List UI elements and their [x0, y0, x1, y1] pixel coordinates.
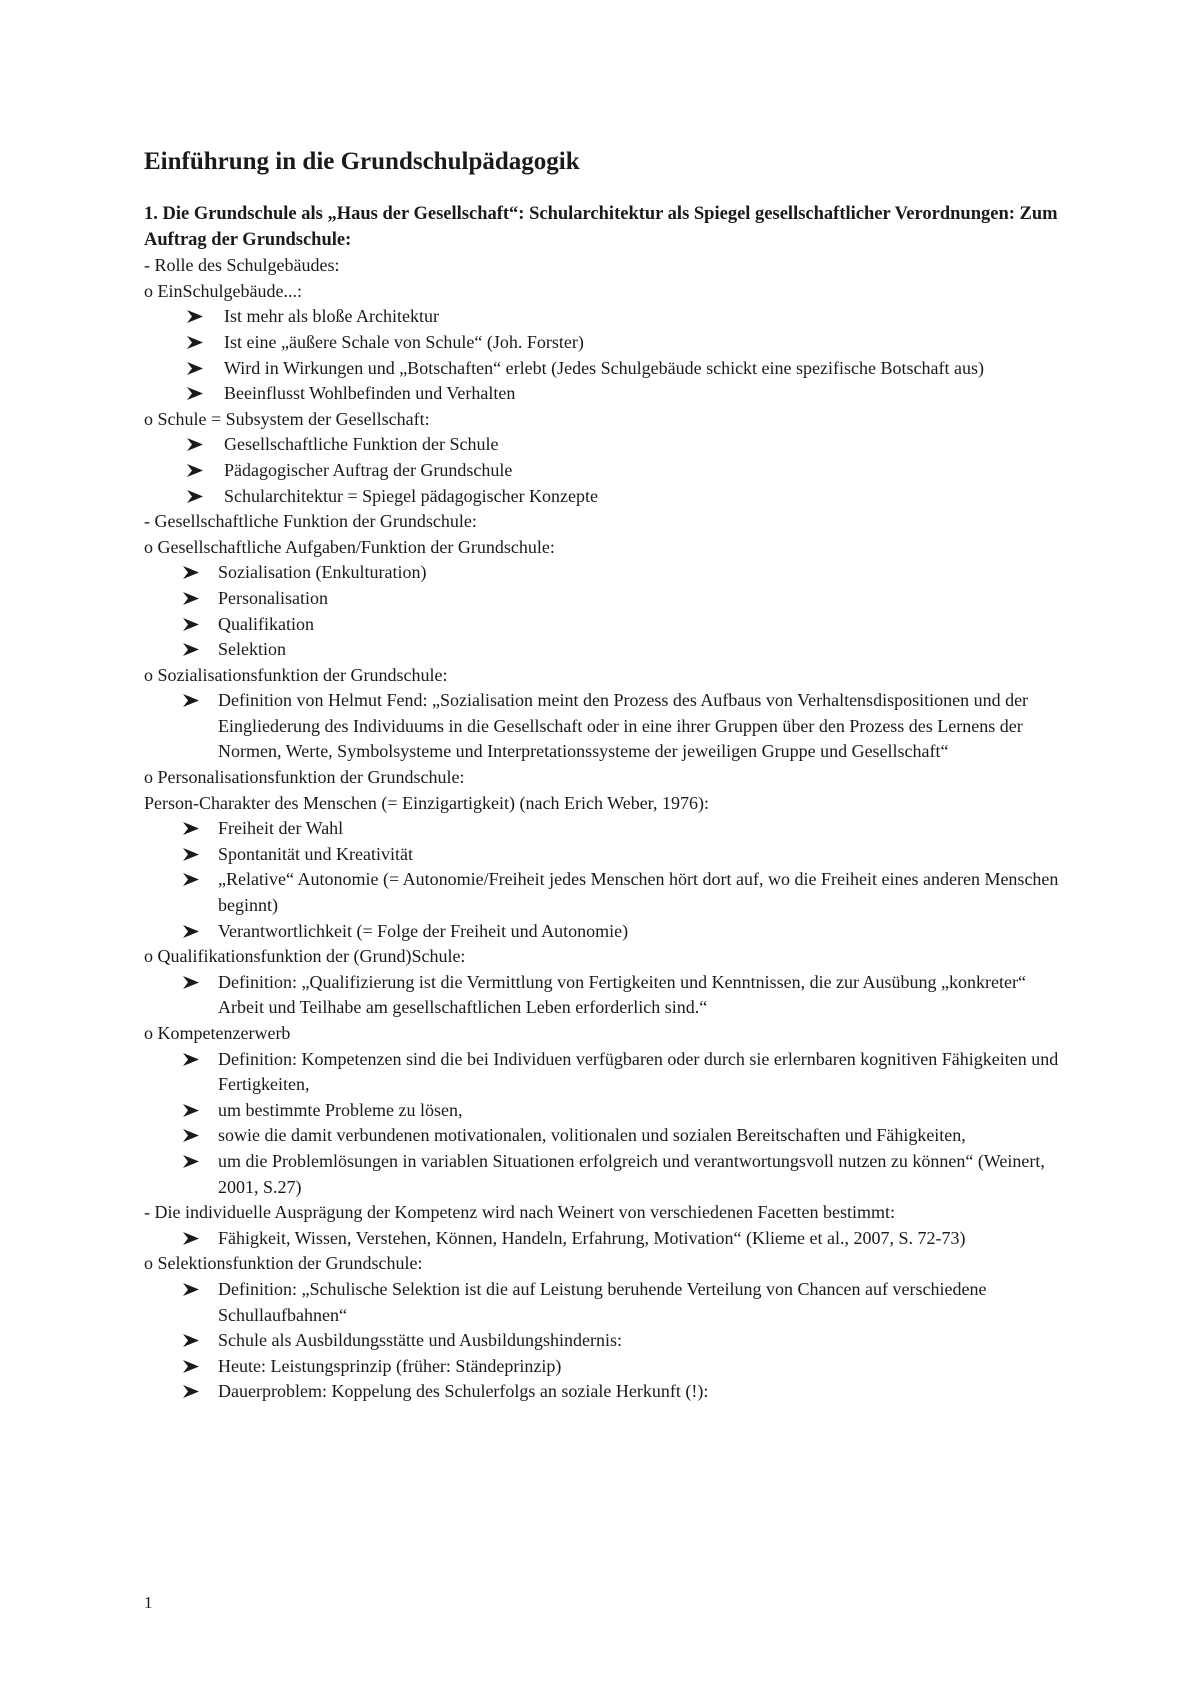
arrow-bullet-icon — [182, 1277, 204, 1303]
list-item-text: Beeinflusst Wohlbefinden und Verhalten — [224, 383, 516, 404]
list-item — [144, 1098, 1064, 1124]
list-item-text: Ist eine „äußere Schale von Schule“ (Joh. Forster) — [224, 331, 584, 352]
arrow-bullet-icon — [182, 1098, 204, 1124]
list-item-text: Freiheit der Wahl — [218, 818, 344, 839]
list-item — [144, 1328, 1064, 1354]
list-item — [144, 432, 1064, 458]
arrow-bullet-icon — [182, 1354, 204, 1380]
text-line: o Selektionsfunktion der Grundschule: — [144, 1253, 423, 1274]
arrow-bullet-icon — [186, 458, 208, 484]
list-item — [144, 1277, 1064, 1328]
bullet-list — [144, 970, 1064, 1021]
text-line: o Schule = Subsystem der Gesellschaft: — [144, 408, 430, 429]
arrow-bullet-icon — [182, 842, 204, 868]
list-item — [144, 381, 1064, 407]
list-item-text: „Relative“ Autonomie (= Autonomie/Freiheit jedes Menschen hört dort auf, wo die Freiheit eines anderen Menschen beginnt) — [218, 869, 1059, 916]
arrow-bullet-icon — [182, 1047, 204, 1073]
list-item-text: Schularchitektur = Spiegel pädagogischer Konzepte — [224, 485, 599, 506]
text-line: o Kompetenzerwerb — [144, 1023, 291, 1043]
list-item-text: um die Problemlösungen in variablen Situationen erfolgreich und verantwortungsvoll nutzen zu können“ (Weinert, 2001, S.27) — [218, 1150, 1045, 1197]
list-item — [144, 1226, 1064, 1252]
document-blocks — [144, 253, 1064, 1405]
list-item-text: Heute: Leistungsprinzip (früher: Ständeprinzip) — [218, 1355, 562, 1376]
text-line: o EinSchulgebäude...: — [144, 280, 302, 301]
arrow-bullet-icon — [182, 637, 204, 663]
arrow-bullet-icon — [182, 1379, 204, 1405]
list-item-text: Spontanität und Kreativität — [218, 843, 413, 864]
bullet-list — [144, 688, 1064, 765]
arrow-bullet-icon — [182, 867, 204, 893]
arrow-bullet-icon — [182, 970, 204, 996]
text-line: Person-Charakter des Menschen (= Einzigartigkeit) (nach Erich Weber, 1976): — [144, 792, 709, 813]
list-item — [144, 842, 1064, 868]
bullet-list — [144, 816, 1064, 944]
list-item-text: Wird in Wirkungen und „Botschaften“ erlebt (Jedes Schulgebäude schickt eine spezifische Botschaft aus) — [224, 357, 984, 378]
arrow-bullet-icon — [182, 919, 204, 945]
list-item-text: Ist mehr als bloße Architektur — [224, 306, 439, 327]
arrow-bullet-icon — [182, 560, 204, 586]
list-item — [144, 330, 1064, 356]
bullet-list — [144, 1047, 1064, 1201]
list-item — [144, 586, 1064, 612]
list-item-text: Pädagogischer Auftrag der Grundschule — [224, 459, 513, 480]
list-item — [144, 688, 1064, 765]
list-item — [144, 1123, 1064, 1149]
list-item — [144, 867, 1064, 918]
arrow-bullet-icon — [182, 688, 204, 714]
bullet-list — [144, 560, 1064, 662]
list-item-text: Verantwortlichkeit (= Folge der Freiheit und Autonomie) — [218, 920, 629, 941]
list-item-text: Gesellschaftliche Funktion der Schule — [224, 434, 499, 455]
text-line: - Rolle des Schulgebäudes: — [144, 255, 340, 276]
bullet-list — [144, 1277, 1064, 1405]
arrow-bullet-icon — [182, 1328, 204, 1354]
list-item-text: Definition: „Qualifizierung ist die Vermittlung von Fertigkeiten und Kenntnissen, die zur Ausübung „konkreter“ Arbeit und Teilhabe am gesellschaftlichen Leben erforderlich sind.“ — [218, 971, 1026, 1018]
list-item-text: Schule als Ausbildungsstätte und Ausbildungshindernis: — [218, 1330, 622, 1351]
list-item-text: Definition: Kompetenzen sind die bei Individuen verfügbaren oder durch sie erlernbaren kognitiven Fähigkeiten und Fertigkeiten, — [218, 1048, 1059, 1095]
arrow-bullet-icon — [186, 484, 208, 510]
list-item — [144, 1047, 1064, 1098]
list-item — [144, 1354, 1064, 1380]
list-item-text: Fähigkeit, Wissen, Verstehen, Können, Handeln, Erfahrung, Motivation“ (Klieme et al., 2007, S. 72-73) — [218, 1227, 966, 1248]
bullet-list — [144, 432, 1064, 509]
list-item-text: Definition: „Schulische Selektion ist die auf Leistung beruhende Verteilung von Chancen auf verschiedene Schullaufbahnen“ — [218, 1278, 987, 1325]
list-item — [144, 560, 1064, 586]
arrow-bullet-icon — [182, 816, 204, 842]
document-title: Einführung in die Grundschulpädagogik — [144, 148, 580, 175]
arrow-bullet-icon — [186, 304, 208, 330]
list-item-text: Dauerproblem: Koppelung des Schulerfolgs an soziale Herkunft (!): — [218, 1381, 709, 1402]
arrow-bullet-icon — [182, 612, 204, 638]
arrow-bullet-icon — [182, 1226, 204, 1252]
arrow-bullet-icon — [186, 381, 208, 407]
arrow-bullet-icon — [186, 330, 208, 356]
list-item-text: Qualifikation — [218, 613, 314, 634]
bullet-list — [144, 304, 1064, 406]
list-item-text: Selektion — [218, 639, 286, 660]
list-item — [144, 637, 1064, 663]
list-item — [144, 458, 1064, 484]
list-item — [144, 484, 1064, 510]
list-item — [144, 919, 1064, 945]
text-line: o Qualifikationsfunktion der (Grund)Schule: — [144, 946, 466, 967]
text-line: o Gesellschaftliche Aufgaben/Funktion der Grundschule: — [144, 536, 555, 557]
list-item — [144, 612, 1064, 638]
text-line: o Personalisationsfunktion der Grundschule: — [144, 767, 465, 788]
text-line: o Sozialisationsfunktion der Grundschule: — [144, 664, 448, 685]
document-body — [144, 144, 1064, 1405]
text-line: - Gesellschaftliche Funktion der Grundschule: — [144, 511, 477, 532]
list-item — [144, 1379, 1064, 1405]
arrow-bullet-icon — [182, 1123, 204, 1149]
list-item — [144, 1149, 1064, 1200]
arrow-bullet-icon — [182, 586, 204, 612]
bullet-list — [144, 1226, 1064, 1252]
text-line: - Die individuelle Ausprägung der Kompetenz wird nach Weinert von verschiedenen Facetten bestimmt: — [144, 1202, 895, 1223]
arrow-bullet-icon — [186, 432, 208, 458]
list-item-text: Sozialisation (Enkulturation) — [218, 562, 427, 583]
list-item — [144, 304, 1064, 330]
list-item — [144, 356, 1064, 382]
list-item-text: sowie die damit verbundenen motivationalen, volitionalen und sozialen Bereitschaften und Fähigkeiten, — [218, 1125, 966, 1146]
arrow-bullet-icon — [182, 1149, 204, 1175]
arrow-bullet-icon — [186, 356, 208, 382]
list-item — [144, 816, 1064, 842]
list-item-text: Personalisation — [218, 587, 328, 608]
page-number: 1 — [144, 1593, 153, 1612]
list-item — [144, 970, 1064, 1021]
list-item-text: Definition von Helmut Fend: „Sozialisation meint den Prozess des Aufbaus von Verhaltensdispositionen und der Eingliederung des Individuums in die Gesellschaft oder in eine ihrer Gruppen über den Prozess des Lernens der Normen, Werte, Symbolsysteme und Interpretationssysteme der jeweiligen Gruppe und Gesellschaft“ — [218, 690, 1029, 762]
section-heading: 1. Die Grundschule als „Haus der Gesellschaft“: Schularchitektur als Spiegel gesellschaftlicher Verordnungen: Zum Auftrag der Grundschule: — [144, 204, 1058, 250]
list-item-text: um bestimmte Probleme zu lösen, — [218, 1099, 463, 1120]
